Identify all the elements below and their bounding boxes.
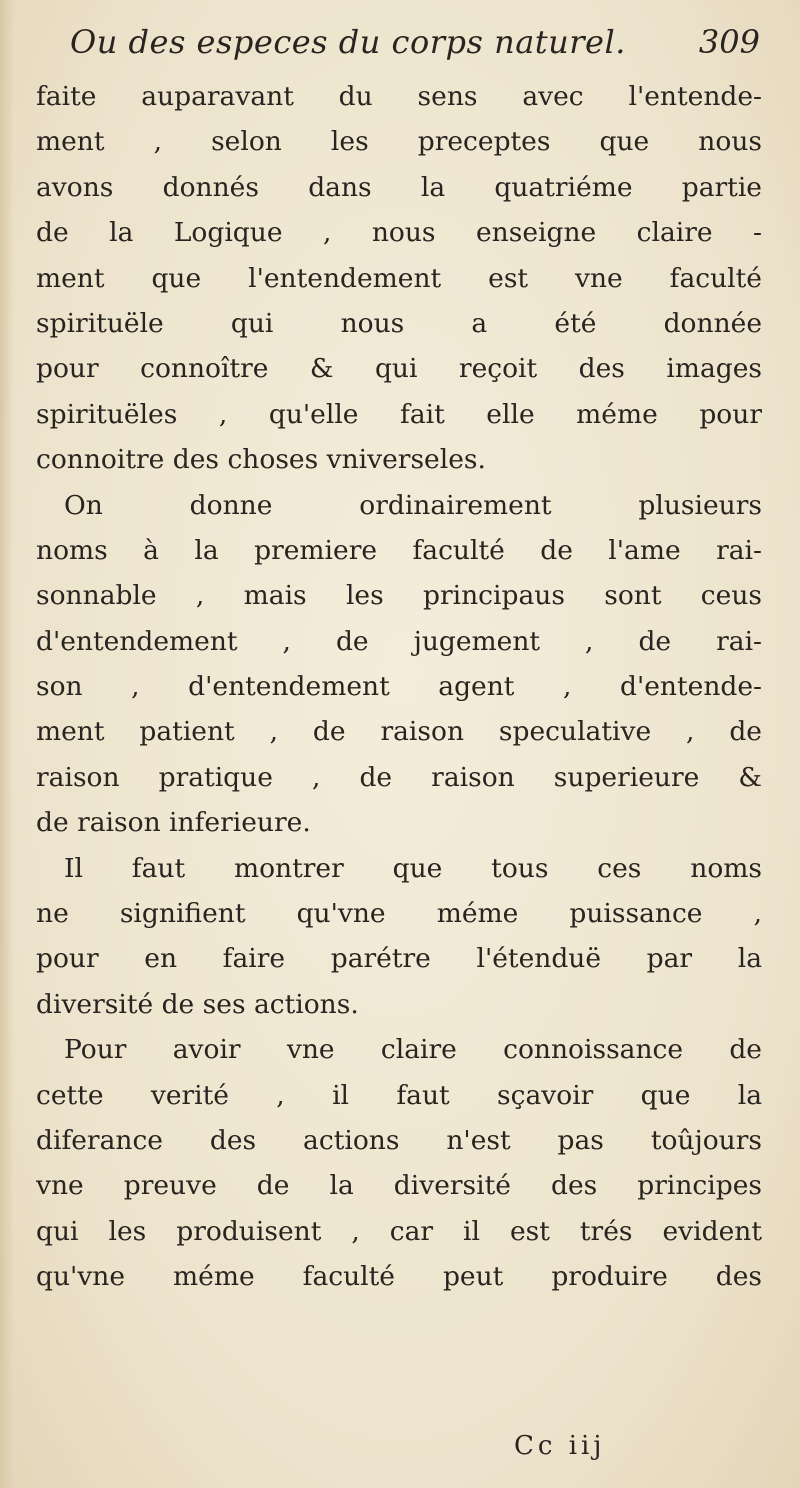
text-line: cette verité , il faut sçavoir que la	[36, 1079, 762, 1111]
text-line: sonnable , mais les principaus sont ceus	[36, 580, 762, 612]
text-line: avons donnés dans la quatriéme partie	[36, 171, 762, 203]
text-line: faite auparavant du sens avec l'entende-	[36, 81, 762, 112]
page-number: 309	[698, 23, 760, 61]
page-gutter-shadow	[0, 0, 14, 1488]
text-line: connoitre des choses vniverseles.	[36, 444, 486, 476]
paragraph-start-line: On donne ordinairement plusieurs	[64, 489, 762, 521]
text-line: de raison inferieure.	[36, 807, 311, 839]
text-line: ne signifient qu'vne méme puissance ,	[36, 898, 762, 930]
paragraph-start-line: Pour avoir vne claire connoissance de	[64, 1034, 762, 1066]
text-line: spirituële qui nous a été donnée	[36, 307, 762, 339]
text-line: spirituëles , qu'elle fait elle méme pour	[36, 398, 762, 430]
text-line: diferance des actions n'est pas toûjours	[36, 1124, 762, 1156]
paragraph-start-line: Il faut montrer que tous ces noms	[64, 852, 762, 884]
text-line: ment patient , de raison speculative , de	[36, 716, 762, 748]
text-line: raison pratique , de raison superieure &	[36, 761, 762, 793]
running-title: Ou des especes du corps naturel.	[70, 23, 626, 61]
text-line: qu'vne méme faculté peut produire des	[36, 1261, 762, 1293]
text-line: son , d'entendement agent , d'entende-	[36, 671, 762, 703]
signature-mark: Cc iij	[514, 1431, 606, 1461]
text-line: de la Logique , nous enseigne claire -	[36, 217, 762, 249]
body-text	[36, 74, 762, 1300]
text-line: ment , selon les preceptes que nous	[36, 126, 762, 158]
page-header	[70, 16, 760, 68]
text-line: vne preuve de la diversité des principes	[36, 1170, 762, 1202]
text-line: pour connoître & qui reçoit des images	[36, 353, 762, 385]
text-line: d'entendement , de jugement , de rai-	[36, 625, 762, 657]
text-line: qui les produisent , car il est trés evident	[36, 1215, 762, 1247]
text-line: diversité de ses actions.	[36, 988, 359, 1020]
text-line: ment que l'entendement est vne faculté	[36, 262, 762, 294]
text-line: pour en faire parétre l'étenduë par la	[36, 943, 762, 975]
text-line: noms à la premiere faculté de l'ame rai-	[36, 534, 762, 566]
